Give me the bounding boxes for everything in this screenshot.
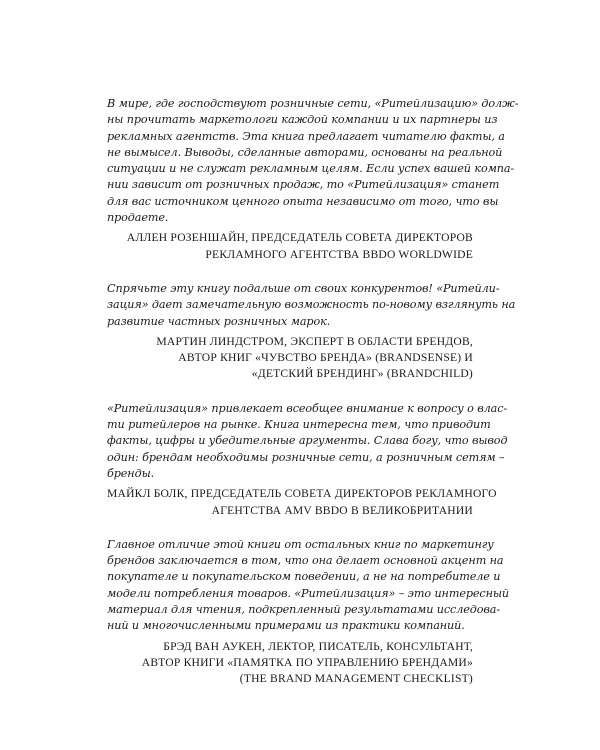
quote-line: Спрячьте эту книгу подальше от своих конкурентов! «Ритейли- bbox=[107, 281, 500, 295]
attribution-line: РЕКЛАМНОГО АГЕНТСТВА BBDO WORLDWIDE bbox=[205, 247, 473, 261]
attribution-line: МАЙКЛ БОЛК, ПРЕДСЕДАТЕЛЬ СОВЕТА ДИРЕКТОРОВ РЕКЛАМНОГО bbox=[107, 487, 497, 501]
attribution-line: АВТОР КНИГ «ЧУВСТВО БРЕНДА» (BRANDSENSE) И bbox=[178, 351, 473, 365]
quote-line: ний и многочисленными примерами из практики компаний. bbox=[107, 619, 465, 633]
quote-line: нии зависит от розничных продаж, то «Ритейлизация» станет bbox=[107, 178, 500, 192]
quote-line: факты, цифры и убедительные аргументы. Слава богу, что вывод bbox=[107, 434, 508, 448]
quote-line: материал для чтения, подкрепленный результатами исследова- bbox=[107, 603, 501, 617]
quote-line: ситуации и не служат рекламным целям. Если успех вашей компа- bbox=[107, 162, 515, 176]
quote-line: ти ритейлеров на рынке. Книга интересна тем, что приводит bbox=[107, 418, 491, 432]
quote-line: один: брендам необходимы розничные сети, а розничным сетям – bbox=[107, 450, 505, 464]
quote-line: продаете. bbox=[107, 211, 169, 225]
quote-line: не вымысел. Выводы, сделанные авторами, основаны на реальной bbox=[107, 145, 503, 159]
quote-line: развитие частных розничных марок. bbox=[107, 314, 331, 328]
blurb-quote bbox=[107, 401, 508, 482]
attribution-line: АГЕНТСТВА AMV BBDO В ВЕЛИКОБРИТАНИИ bbox=[211, 503, 473, 517]
blurb-quote bbox=[107, 96, 519, 226]
blurb-attribution bbox=[107, 334, 473, 383]
quote-line: рекламных агентств. Эта книга предлагает читателю факты, а bbox=[107, 129, 505, 143]
blurb-attribution bbox=[107, 639, 473, 688]
blurb-rosenshine bbox=[107, 96, 519, 263]
attribution-line: «ДЕТСКИЙ БРЕНДИНГ» (BRANDCHILD) bbox=[251, 367, 473, 381]
quote-line: для вас источником ценного опыта независимо от того, что вы bbox=[107, 194, 499, 208]
quote-line: бренды. bbox=[107, 466, 155, 480]
attribution-line: АЛЛЕН РОЗЕНШАЙН, ПРЕДСЕДАТЕЛЬ СОВЕТА ДИРЕКТОРОВ bbox=[126, 231, 473, 245]
blurb-lindstrom bbox=[107, 281, 516, 383]
blurb-attribution bbox=[107, 486, 497, 519]
attribution-line: (THE BRAND MANAGEMENT CHECKLIST) bbox=[239, 672, 473, 686]
attribution-line: МАРТИН ЛИНДСТРОМ, ЭКСПЕРТ В ОБЛАСТИ БРЕНДОВ, bbox=[156, 334, 473, 348]
quote-line: модели потребления товаров. «Ритейлизация» – это интересный bbox=[107, 586, 509, 600]
quote-line: В мире, где господствуют розничные сети, «Ритейлизацию» долж- bbox=[107, 97, 519, 110]
quote-line: ны прочитать маркетологи каждой компании и их партнеры из bbox=[107, 113, 498, 127]
attribution-line: АВТОР КНИГИ «ПАМЯТКА ПО УПРАВЛЕНИЮ БРЕНДАМИ» bbox=[141, 655, 473, 669]
quote-line: Главное отличие этой книги от остальных книг по маркетингу bbox=[107, 537, 494, 551]
quote-line: брендов заключается в том, что она делает основной акцент на bbox=[107, 554, 504, 568]
blurb-quote bbox=[107, 281, 516, 330]
quote-line: покупателе и покупательском поведении, а не на потребителе и bbox=[107, 570, 501, 584]
quote-line: «Ритейлизация» привлекает всеобщее внимание к вопросу о влас- bbox=[107, 401, 508, 415]
blurb-attribution bbox=[107, 230, 473, 263]
blurb-quote bbox=[107, 537, 509, 635]
quote-line: зация» дает замечательную возможность по-новому взглянуть на bbox=[107, 298, 516, 312]
page-content bbox=[107, 96, 519, 706]
blurb-van-auken bbox=[107, 537, 509, 688]
attribution-line: БРЭД ВАН АУКЕН, ЛЕКТОР, ПИСАТЕЛЬ, КОНСУЛЬТАНТ, bbox=[163, 639, 473, 653]
blurb-bolk bbox=[107, 401, 508, 519]
